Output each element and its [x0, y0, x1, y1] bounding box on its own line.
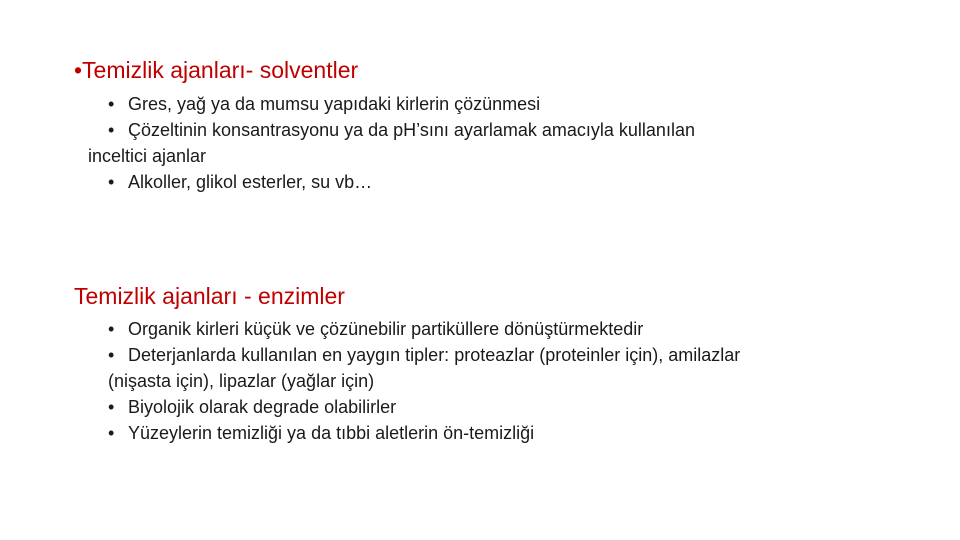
list-item-text: Biyolojik olarak degrade olabilirler: [128, 397, 397, 417]
list-item: [108, 420, 908, 446]
list-item-continuation: (nişasta için), lipazlar (yağlar için): [108, 371, 375, 391]
list-item-text: Organik kirleri küçük ve çözünebilir partiküllere dönüştürmektedir: [128, 319, 644, 339]
bullet-icon: •: [108, 319, 115, 339]
section-heading-enzymes: Temizlik ajanları - enzimler: [74, 283, 345, 309]
list-item-text: Yüzeylerin temizliği ya da tıbbi aletlerin ön-temizliği: [128, 423, 535, 443]
list-item-text: Çözeltinin konsantrasyonu ya da pH’sını ayarlamak amacıyla kullanılan: [128, 120, 695, 140]
enzymes-bullet-list: [108, 316, 908, 446]
bullet-icon: •: [108, 120, 115, 140]
bullet-icon: •: [108, 345, 115, 365]
bullet-icon: •: [108, 397, 115, 417]
list-item: [108, 169, 908, 195]
section-heading-solvents: •Temizlik ajanları- solventler: [74, 57, 359, 83]
list-item-text: Gres, yağ ya da mumsu yapıdaki kirlerin çözünmesi: [128, 94, 541, 114]
list-item: [88, 117, 908, 169]
solvents-bullet-list: [88, 91, 908, 195]
bullet-icon: •: [108, 423, 115, 443]
list-item: [108, 342, 908, 394]
bullet-icon: •: [108, 172, 115, 192]
bullet-icon: •: [108, 94, 115, 114]
list-item: [108, 394, 908, 420]
list-item-text: Alkoller, glikol esterler, su vb…: [128, 172, 373, 192]
list-item-continuation: inceltici ajanlar: [88, 146, 207, 166]
list-item-text: Deterjanlarda kullanılan en yaygın tipler: proteazlar (proteinler için), amilazlar: [128, 345, 741, 365]
list-item: [108, 91, 908, 117]
list-item: [108, 316, 908, 342]
